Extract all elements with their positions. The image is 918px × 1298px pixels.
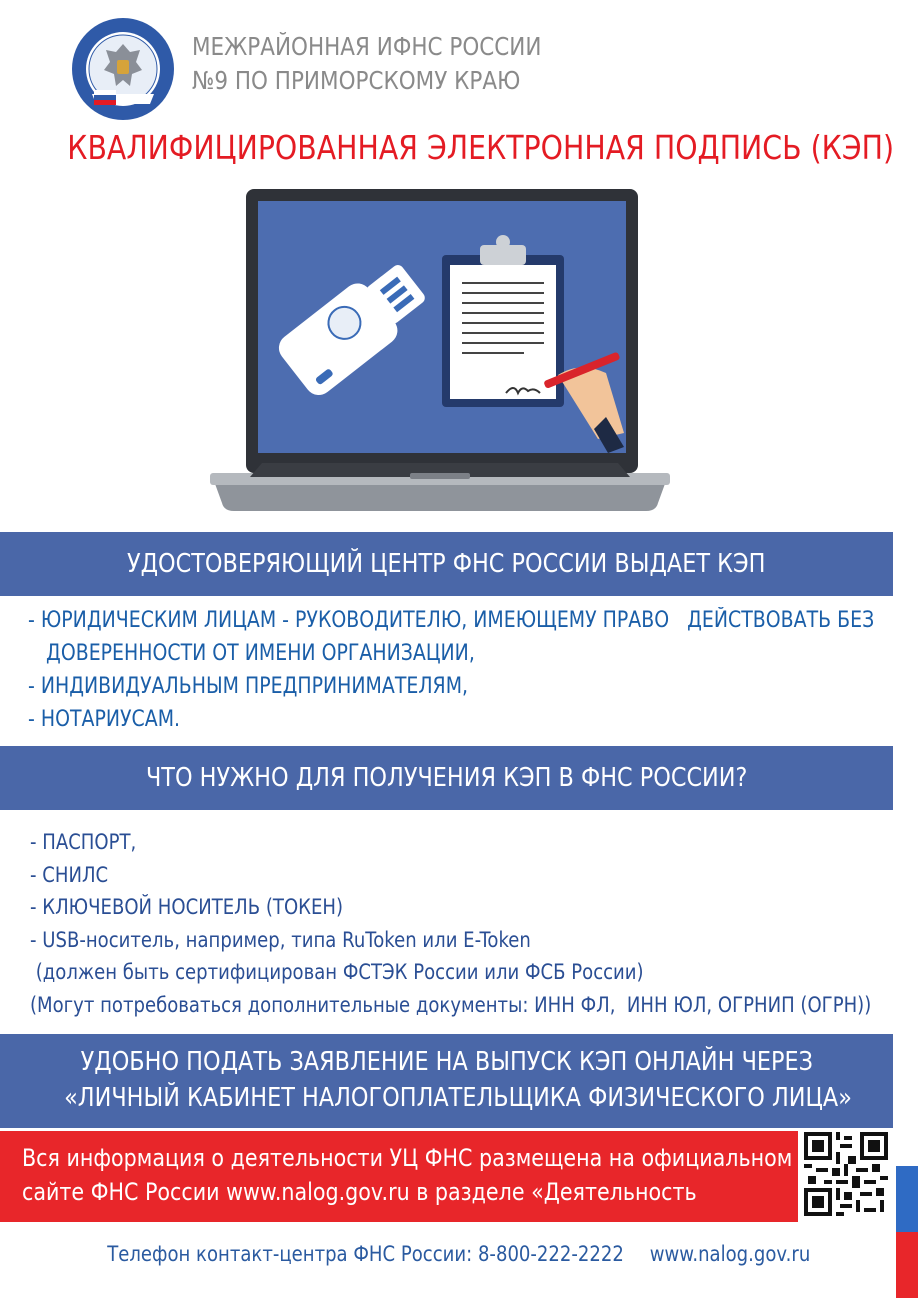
list-item: - СНИЛС (30, 862, 109, 887)
list-item: - ЮРИДИЧЕСКИМ ЛИЦАМ - РУКОВОДИТЕЛЮ, ИМЕЮЩЕМУ ПРАВО ДЕЙСТВОВАТЬ БЕЗ (28, 608, 875, 633)
requirements-list (30, 826, 871, 1021)
footer-contacts (0, 1242, 918, 1266)
list-item: - ПАСПОРТ, (30, 830, 137, 854)
issuer-list (28, 604, 874, 736)
info-line-2: сайте ФНС России www.nalog.gov.ru в разделе «Деятельность (22, 1178, 697, 1206)
list-item: - НОТАРИУСАМ. (28, 707, 181, 732)
list-item: - КЛЮЧЕВОЙ НОСИТЕЛЬ (ТОКЕН) (30, 895, 344, 919)
laptop-signature-illustration (210, 185, 670, 520)
list-item: (Могут потребоваться дополнительные документы: ИНН ФЛ, ИНН ЮЛ, ОГРНИП (ОГРН)) (30, 992, 872, 1017)
banner-line-2: «ЛИЧНЫЙ КАБИНЕТ НАЛОГОПЛАТЕЛЬЩИКА ФИЗИЧЕСКОГО ЛИЦА» (64, 1083, 852, 1113)
contact-phone[interactable]: Телефон контакт-центра ФНС России: 8-800-222-2222 (107, 1242, 625, 1266)
org-line-1: МЕЖРАЙОННАЯ ИФНС РОССИИ (192, 32, 542, 61)
info-line-1: Вся информация о деятельности УЦ ФНС размещена на официальном (22, 1144, 793, 1172)
online-application-banner (0, 1034, 893, 1128)
organization-name (192, 30, 541, 98)
section-issuer-heading: УДОСТОВЕРЯЮЩИЙ ЦЕНТР ФНС РОССИИ ВЫДАЕТ КЭП (0, 532, 893, 596)
info-box (0, 1131, 798, 1222)
page-title: КВАЛИФИЦИРОВАННАЯ ЭЛЕКТРОННАЯ ПОДПИСЬ (КЭП) (67, 128, 895, 167)
fns-emblem-logo (70, 16, 176, 122)
qr-code[interactable] (804, 1132, 888, 1216)
list-item: - USB-носитель, например, типа RuToken или E-Token (30, 927, 531, 952)
section-requirements-heading: ЧТО НУЖНО ДЛЯ ПОЛУЧЕНИЯ КЭП В ФНС РОССИИ? (0, 746, 893, 810)
org-line-2: №9 ПО ПРИМОРСКОМУ КРАЮ (192, 66, 521, 95)
list-item: ДОВЕРЕННОСТИ ОТ ИМЕНИ ОРГАНИЗАЦИИ, (28, 641, 475, 666)
website-link[interactable]: www.nalog.gov.ru (649, 1242, 811, 1266)
list-item: - ИНДИВИДУАЛЬНЫМ ПРЕДПРИНИМАТЕЛЯМ, (28, 674, 469, 699)
list-item: (должен быть сертифицирован ФСТЭК России или ФСБ России) (30, 960, 644, 984)
flag-stripe-decoration (896, 1166, 918, 1298)
banner-line-1: УДОБНО ПОДАТЬ ЗАЯВЛЕНИЕ НА ВЫПУСК КЭП ОНЛАЙН ЧЕРЕЗ (80, 1047, 813, 1077)
